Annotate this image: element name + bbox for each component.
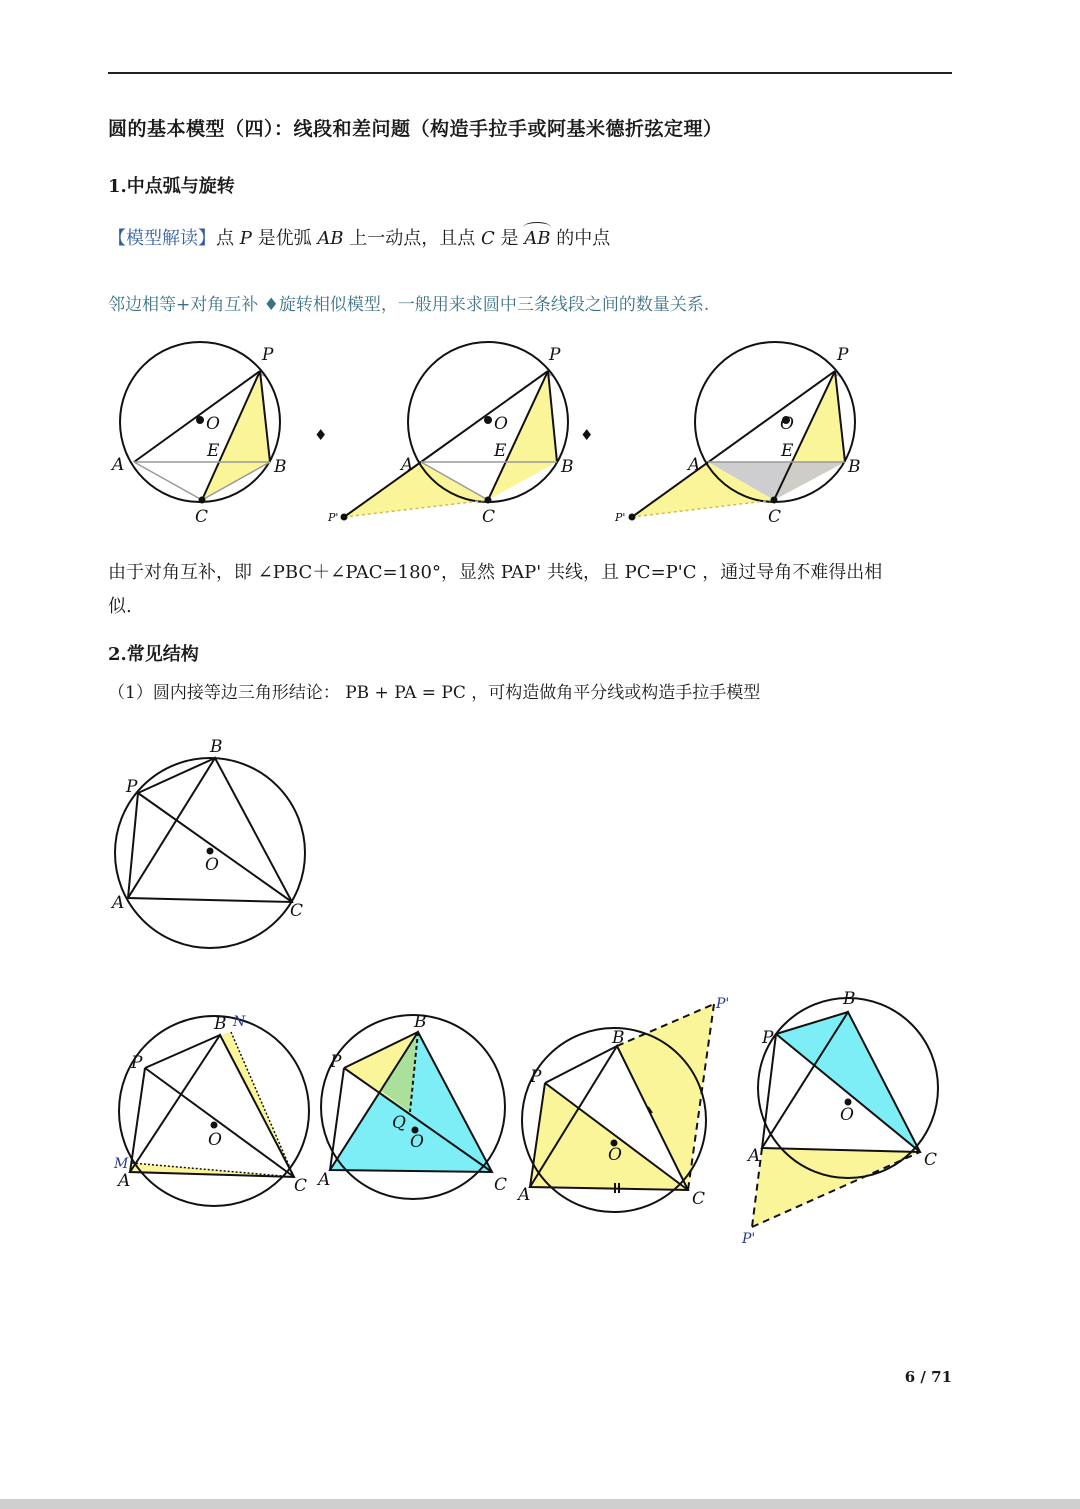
model-text-2: 是优弧 [251,228,318,249]
fig5-label-o: O [208,1130,222,1150]
section-heading-1: 1.中点弧与旋转 [108,176,235,197]
fig1-label-c: C [195,507,209,527]
fig2-label-p: P [549,345,561,365]
explain-line-1: 由于对角互补，即 ∠PBC＋∠PAC=180°，显然 PAP' 共线，且 PC=P'C ，通过导角不难得出相 [108,562,883,583]
model-text-4: 是 [494,228,525,249]
fig4-label-b: B [210,737,223,757]
fig3-label-e: E [781,441,794,461]
fig5-label-b: B [214,1014,227,1034]
fig7-label-o: O [608,1145,622,1165]
fig2-label-a: A [401,455,414,475]
fig3-label-a: A [688,455,701,475]
figure-5 [119,1016,309,1206]
fig7-label-a: A [518,1185,531,1205]
fig6-label-c: C [494,1175,508,1195]
section-heading-2: 2.常见结构 [108,644,199,665]
model-tag: 【模型解读】 [108,228,216,249]
fig4-label-p: P [126,777,138,797]
fig1-label-o: O [206,414,220,434]
fig7-label-pp: P' [716,996,730,1012]
fig1-label-e: E [207,441,220,461]
model-arc-ab: AB [317,228,344,249]
fig6-label-p: P [330,1052,342,1072]
page-title: 圆的基本模型（四）：线段和差问题（构造手拉手或阿基米德折弦定理） [108,118,723,140]
fig2-label-b: B [561,457,574,477]
model-text-5: 的中点 [550,228,611,249]
fig6-label-b: B [414,1012,427,1032]
fig5-label-p: P [131,1053,143,1073]
model-arc-symbol: AB [524,228,551,249]
page-number: 6 / 71 [904,1368,952,1386]
fig8-label-p: P [762,1028,774,1048]
figure-4 [115,758,305,948]
diamond-sep-1: ♦ [314,426,328,444]
fig3-label-pp: P' [615,511,626,524]
fig3-label-b: B [848,457,861,477]
model-text-3: 上一动点，且点 [343,228,481,249]
fig5-label-a: A [118,1171,131,1191]
fig8-label-o: O [840,1105,854,1125]
fig1-label-b: B [274,457,287,477]
fig7-label-c: C [692,1189,706,1209]
fig8-label-c: C [924,1150,938,1170]
fig4-label-o: O [205,855,219,875]
fig2-label-o: O [494,414,508,434]
fig2-label-pp: P' [328,511,339,524]
figure-6 [321,1015,508,1199]
fig8-label-b: B [843,989,856,1009]
fig5-label-c: C [294,1176,308,1196]
fig5-label-m: M [114,1156,129,1172]
model-point-p: P [239,228,252,249]
fig2-label-c: C [482,507,496,527]
rule-line: 邻边相等+对角互补 ♦旋转相似模型，一般用来求圆中三条线段之间的数量关系. [108,295,710,315]
fig7-label-p: P [530,1067,542,1087]
fig4-label-a: A [112,893,125,913]
fig4-label-c: C [290,901,304,921]
fig3-label-c: C [768,507,782,527]
structure-item-1: （1）圆内接等边三角形结论： PB + PA = PC ，可构造做角平分线或构造手拉手模型 [108,683,761,703]
fig1-label-p: P [262,345,274,365]
fig5-label-n: N [233,1014,246,1030]
fig7-label-b: B [612,1028,625,1048]
model-point-c: C [481,228,495,249]
model-text-1: 点 [216,228,240,249]
figure-3 [630,342,856,520]
figure-1 [120,342,280,503]
fig6-label-a: A [318,1170,331,1190]
fig8-label-pp: P' [742,1231,756,1247]
fig3-label-o: O [780,414,794,434]
fig2-label-e: E [494,441,507,461]
figure-2 [342,342,569,520]
fig3-label-p: P [837,345,849,365]
fig8-label-a: A [748,1146,761,1166]
fig6-label-o: O [410,1132,424,1152]
fig1-label-a: A [112,455,125,475]
fig6-label-q: Q [392,1113,406,1133]
explain-line-2: 似. [108,596,132,617]
diamond-sep-2: ♦ [580,426,594,444]
